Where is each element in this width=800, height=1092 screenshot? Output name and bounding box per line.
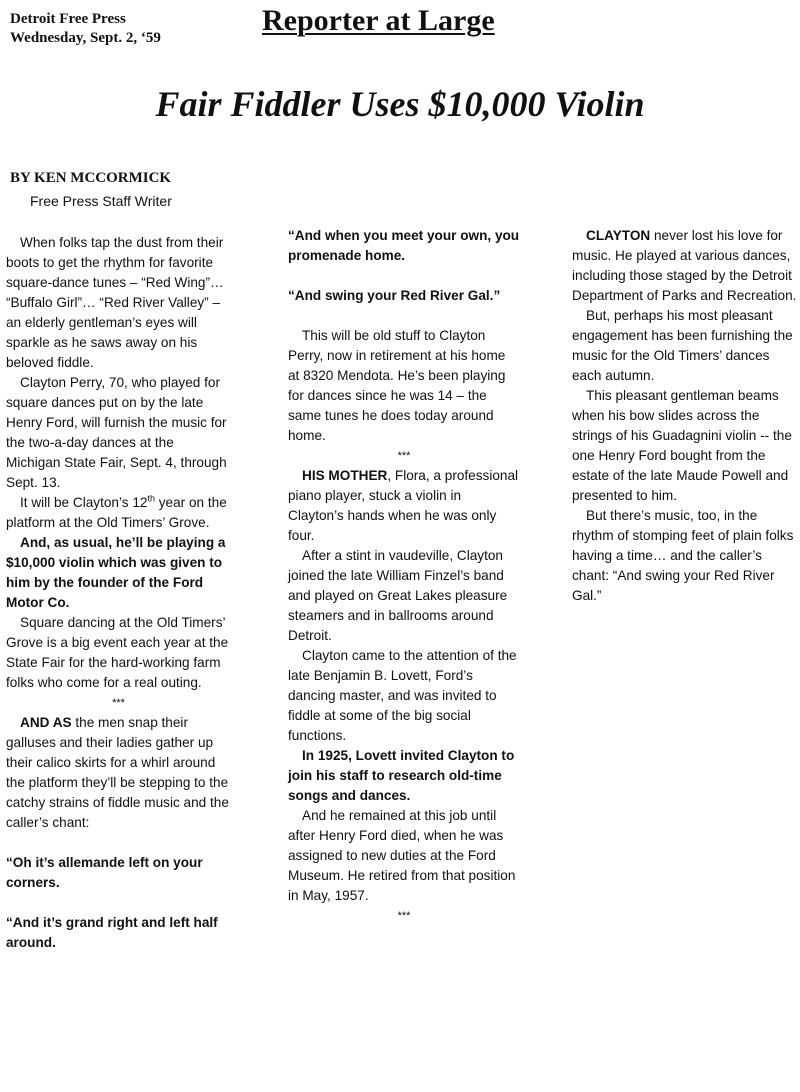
paragraph: It will be Clayton’s 12th year on the platform at the Old Timers’ Grove.: [6, 493, 227, 530]
paragraph: And he remained at this job until after Henry Ford died, when he was assigned to new duties at the Ford Museum. He retired from that position in May, 1957.: [288, 808, 516, 903]
masthead-info: [10, 10, 161, 48]
paragraph: CLAYTON never lost his love for music. He played at various dances, including those staged by the Detroit Department of Parks and Recreation.: [572, 228, 797, 303]
section-title: Reporter at Large: [262, 4, 495, 37]
paragraph: This will be old stuff to Clayton Perry, now in retirement at his home at 8320 Mendota. He’s been playing for dances since he was 14 – the same tunes he does today around home.: [288, 328, 506, 443]
separator: ***: [112, 697, 125, 709]
paragraph: Clayton came to the attention of the late Benjamin B. Lovett, Ford’s dancing master, and was invited to fiddle at some of the big social functions.: [288, 648, 517, 743]
article-column-1: [6, 233, 231, 953]
article-column-2: [288, 226, 520, 926]
separator: ***: [397, 910, 411, 922]
newspaper-name: Detroit Free Press: [10, 11, 126, 27]
paragraph: When folks tap the dust from their boots to get the rhythm for favorite square-dance tunes – “Red Wing”… “Buffalo Girl”… “Red River Valley” – an elderly gentleman’s eyes will sparkle as he saws away on his beloved fiddle.: [6, 235, 224, 370]
paragraph: After a stint in vaudeville, Clayton joined the late William Finzel’s band and played on Great Lakes pleasure steamers and in ballrooms around Detroit.: [288, 548, 508, 643]
paragraph: But, perhaps his most pleasant engagement has been furnishing the music for the Old Timers’ dances each autumn.: [572, 308, 793, 383]
byline-title: Free Press Staff Writer: [30, 193, 172, 209]
byline: BY KEN MCCORMICK: [10, 170, 172, 186]
article-headline: Fair Fiddler Uses $10,000 Violin: [155, 84, 645, 124]
publication-date: Wednesday, Sept. 2, ‘59: [10, 30, 161, 46]
quote: “And swing your Red River Gal.”: [288, 288, 501, 303]
bold-paragraph: And, as usual, he’ll be playing a $10,000 violin which was given to him by the founder of the Ford Motor Co.: [6, 535, 226, 610]
quote: “And when you meet your own, you promenade home.: [288, 228, 520, 263]
bold-paragraph: In 1925, Lovett invited Clayton to join his staff to research old-time songs and dances.: [288, 748, 515, 803]
article-column-3: [572, 226, 800, 606]
paragraph: AND AS the men snap their galluses and their ladies gather up their calico skirts for a whirl around the platform they’ll be stepping to the catchy strains of fiddle music and the caller’s chant:: [6, 715, 229, 830]
paragraph: HIS MOTHER, Flora, a professional piano player, stuck a violin in Clayton’s hands when he was only four.: [288, 468, 519, 543]
paragraph: Square dancing at the Old Timers’ Grove is a big event each year at the State Fair for the hard-working farm folks who come for a real outing.: [6, 615, 229, 690]
paragraph: Clayton Perry, 70, who played for square dances put on by the late Henry Ford, will furnish the music for the two-a-day dances at the Michigan State Fair, Sept. 4, through Sept. 13.: [6, 375, 227, 490]
quote: “And it’s grand right and left half around.: [6, 915, 218, 950]
paragraph: But there’s music, too, in the rhythm of stomping feet of plain folks having a time… and the caller’s chant: “And swing your Red River Gal.”: [572, 508, 794, 603]
paragraph: This pleasant gentleman beams when his bow slides across the strings of his Guadagnini violin -- the one Henry Ford bought from the estate of the late Maude Powell and presented to him.: [572, 388, 792, 503]
quote: “Oh it’s allemande left on your corners.: [6, 855, 203, 890]
separator: ***: [397, 450, 411, 462]
